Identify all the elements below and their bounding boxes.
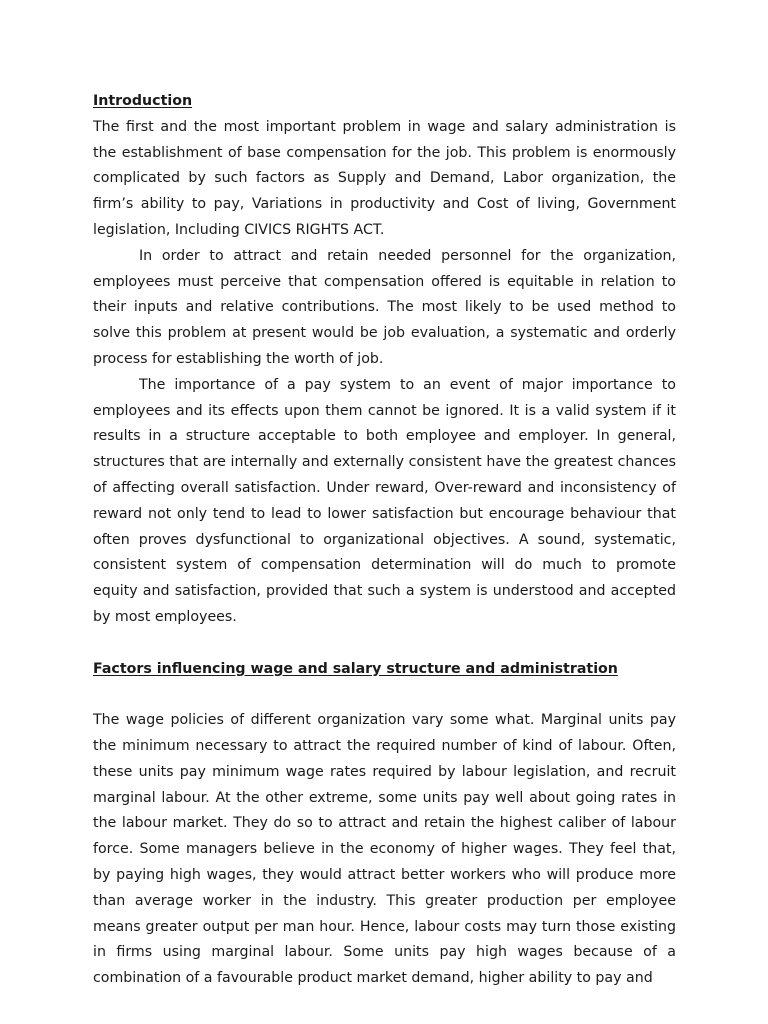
document-page — [93, 89, 676, 992]
section-spacer — [93, 631, 676, 657]
intro-paragraph-1: The first and the most important problem in wage and salary administration is the establishment of base compensation for the job. This problem is enormously complicated by such factors as Supply and Demand, Labor organization, the firm’s ability to pay, Variations in productivity and Cost of living, Government legislation, Including CIVICS RIGHTS ACT. — [93, 118, 676, 238]
section-spacer — [93, 682, 676, 708]
factors-paragraph-1: The wage policies of different organization vary some what. Marginal units pay the minimum necessary to attract the required number of kind of labour. Often, these units pay minimum wage rates required by labour legislation, and recruit marginal labour. At the other extreme, some units pay well about going rates in the labour market. They do so to attract and retain the highest caliber of labour force. Some managers believe in the economy of higher wages. They feel that, by paying high wages, they would attract better workers who will produce more than average worker in the industry. This greater production per employee means greater output per man hour. Hence, labour costs may turn those existing in firms using marginal labour. Some units pay high wages because of a combination of a favourable product market demand, higher ability to pay and — [93, 712, 676, 987]
introduction-heading: Introduction — [93, 93, 193, 109]
intro-paragraph-2: In order to attract and retain needed personnel for the organization, employees must perceive that compensation offered is equitable in relation to their inputs and relative contributions. The most likely to be used method to solve this problem at present would be job evaluation, a systematic and orderly process for establishing the worth of job. — [93, 247, 676, 367]
intro-paragraph-3: The importance of a pay system to an event of major importance to employees and its effects upon them cannot be ignored. It is a valid system if it results in a structure acceptable to both employee and employer. In general, structures that are internally and externally consistent have the greatest chances of affecting overall satisfaction. Under reward, Over-reward and inconsistency of reward not only tend to lead to lower satisfaction but encourage behaviour that often proves dysfunctional to organizational objectives. A sound, systematic, consistent system of compensation determination will do much to promote equity and satisfaction, provided that such a system is understood and accepted by most employees. — [93, 376, 676, 625]
factors-heading: Factors influencing wage and salary structure and administration — [93, 660, 618, 677]
